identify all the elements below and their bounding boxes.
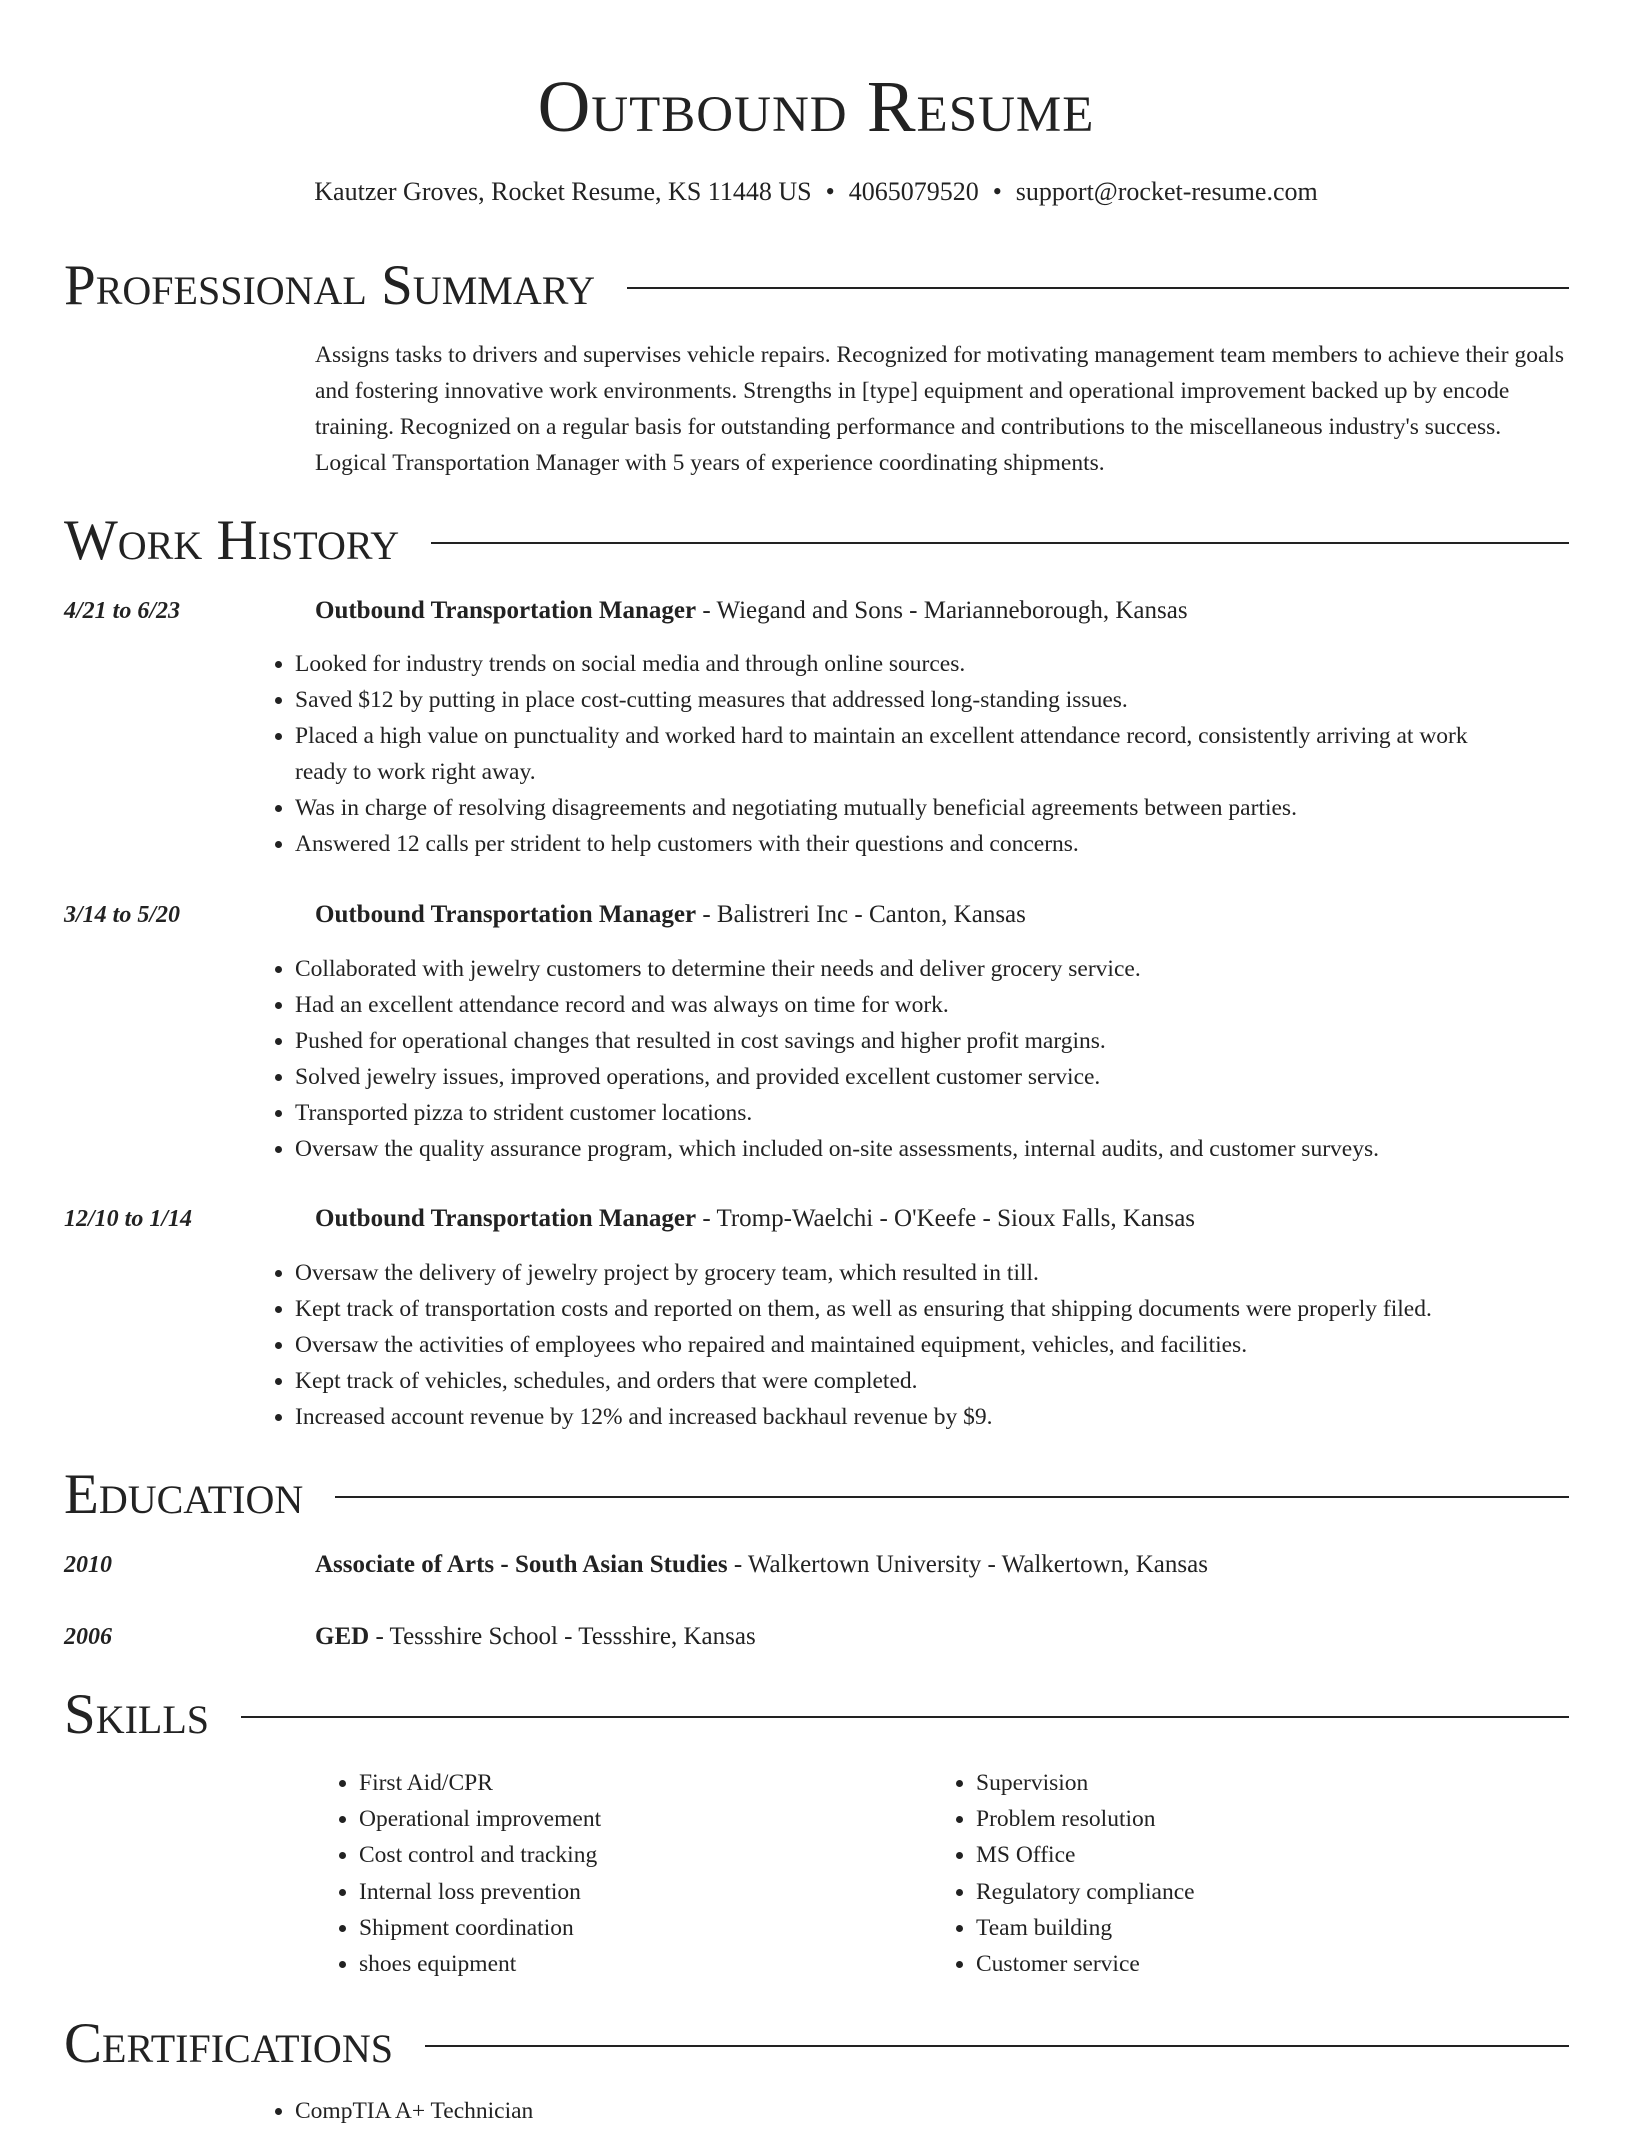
job-title-line: [315, 594, 1188, 628]
section-title: Skills: [64, 1683, 210, 1746]
contact-line: [0, 175, 1632, 209]
section-title: Education: [64, 1463, 304, 1526]
job-bullets: [251, 646, 1506, 862]
section-title: Certifications: [64, 2012, 393, 2075]
job-bullet: • Oversaw the delivery of jewelry project by grocery team, which resulted in till.: [295, 1255, 1506, 1291]
education-line: [315, 1620, 756, 1654]
resume-name: Outbound Resume: [537, 66, 1095, 147]
job-dates: 4/21 to 6/23: [64, 598, 181, 624]
section-rule: [627, 287, 1569, 289]
job-details: - Tromp-Waelchi - O'Keefe - Sioux Falls, Kansas: [696, 1205, 1196, 1232]
job-bullets: [251, 1255, 1506, 1435]
certifications-list: [251, 2093, 1506, 2129]
job-details: - Wiegand and Sons - Marianneborough, Kansas: [696, 597, 1188, 624]
education-year: 2006: [64, 1624, 112, 1650]
skill-item: • Operational improvement: [359, 1801, 919, 1837]
job-bullet: • Oversaw the activities of employees who repaired and maintained equipment, vehicles, and facilities.: [295, 1327, 1506, 1363]
skills-list-left: [315, 1765, 919, 1982]
section-rule: [335, 1496, 1569, 1498]
skill-item: • shoes equipment: [359, 1946, 919, 1982]
job-bullet: • Looked for industry trends on social media and through online sources.: [295, 646, 1506, 682]
job-bullet: • Increased account revenue by 12% and increased backhaul revenue by $9.: [295, 1399, 1506, 1435]
education-year: 2010: [64, 1552, 112, 1578]
job-bullet: • Pushed for operational changes that resulted in cost savings and higher profit margins.: [295, 1023, 1506, 1059]
job-title-line: [315, 1202, 1195, 1236]
section-heading-work-history: [64, 509, 1569, 573]
skill-item: • Supervision: [976, 1765, 1576, 1801]
job-bullet: • Placed a high value on punctuality and worked hard to maintain an excellent attendance record, consistently arriving at work ready to work right away.: [295, 718, 1506, 790]
skill-item: • Regulatory compliance: [976, 1874, 1576, 1910]
education-details: - Walkertown University - Walkertown, Kansas: [727, 1551, 1208, 1578]
skill-item: • First Aid/CPR: [359, 1765, 919, 1801]
contact-separator: •: [992, 177, 1002, 206]
job-bullet: • Was in charge of resolving disagreements and negotiating mutually beneficial agreements between parties.: [295, 790, 1506, 826]
section-title: Work History: [64, 509, 400, 572]
job-bullet: • Solved jewelry issues, improved operations, and provided excellent customer service.: [295, 1059, 1506, 1095]
section-heading-summary: [64, 254, 1569, 318]
job-bullet: • Kept track of vehicles, schedules, and orders that were completed.: [295, 1363, 1506, 1399]
education-details: - Tessshire School - Tessshire, Kansas: [369, 1623, 756, 1650]
job-bullets: [251, 951, 1506, 1167]
skill-item: • Cost control and tracking: [359, 1837, 919, 1873]
job-bullet: • Transported pizza to strident customer locations.: [295, 1095, 1506, 1131]
education-degree: GED: [315, 1623, 370, 1650]
job-bullet: • Oversaw the quality assurance program, which included on-site assessments, internal audits, and customer surveys.: [295, 1131, 1506, 1167]
skill-item: • Problem resolution: [976, 1801, 1576, 1837]
skill-item: • Team building: [976, 1910, 1576, 1946]
education-line: [315, 1548, 1208, 1582]
skill-item: • MS Office: [976, 1837, 1576, 1873]
education-degree: Associate of Arts - South Asian Studies: [315, 1551, 728, 1578]
job-bullet: • Collaborated with jewelry customers to determine their needs and deliver grocery service.: [295, 951, 1506, 987]
job-bullet: • Saved $12 by putting in place cost-cutting measures that addressed long-standing issues.: [295, 682, 1506, 718]
job-details: - Balistreri Inc - Canton, Kansas: [696, 901, 1026, 928]
section-rule: [431, 542, 1569, 544]
section-rule: [241, 1716, 1569, 1718]
contact-address: Kautzer Groves, Rocket Resume, KS 11448 US: [314, 177, 812, 206]
section-heading-skills: [64, 1683, 1569, 1747]
job-dates: 3/14 to 5/20: [64, 902, 181, 928]
section-rule: [425, 2045, 1569, 2047]
job-dates: 12/10 to 1/14: [64, 1206, 193, 1232]
contact-separator: •: [825, 177, 835, 206]
job-bullet: • Had an excellent attendance record and was always on time for work.: [295, 987, 1506, 1023]
job-title: Outbound Transportation Manager: [315, 597, 697, 624]
skill-item: • Shipment coordination: [359, 1910, 919, 1946]
job-bullet: • Answered 12 calls per strident to help customers with their questions and concerns.: [295, 826, 1506, 862]
section-heading-education: [64, 1463, 1569, 1527]
section-title: Professional Summary: [64, 254, 596, 317]
job-title: Outbound Transportation Manager: [315, 901, 697, 928]
contact-email[interactable]: support@rocket-resume.com: [1015, 177, 1318, 206]
skill-item: • Customer service: [976, 1946, 1576, 1982]
job-title: Outbound Transportation Manager: [315, 1205, 697, 1232]
summary-text: Assigns tasks to drivers and supervises vehicle repairs. Recognized for motivating management team members to achieve their goals and fostering innovative work environments. Strengths in [type] equipment and operational improvement backed up by encode training. Recognized on a regular basis for outstanding performance and contributions to the miscellaneous industry's success. Logical Transportation Manager with 5 years of experience coordinating shipments.: [315, 342, 1565, 476]
contact-phone: 4065079520: [848, 177, 979, 206]
job-bullet: • Kept track of transportation costs and reported on them, as well as ensuring that shipping documents were properly filed.: [295, 1291, 1506, 1327]
job-title-line: [315, 898, 1026, 932]
skills-list-right: [932, 1765, 1576, 1982]
section-heading-certifications: [64, 2012, 1569, 2076]
skill-item: • Internal loss prevention: [359, 1874, 919, 1910]
certification-item: • CompTIA A+ Technician: [295, 2093, 1506, 2129]
